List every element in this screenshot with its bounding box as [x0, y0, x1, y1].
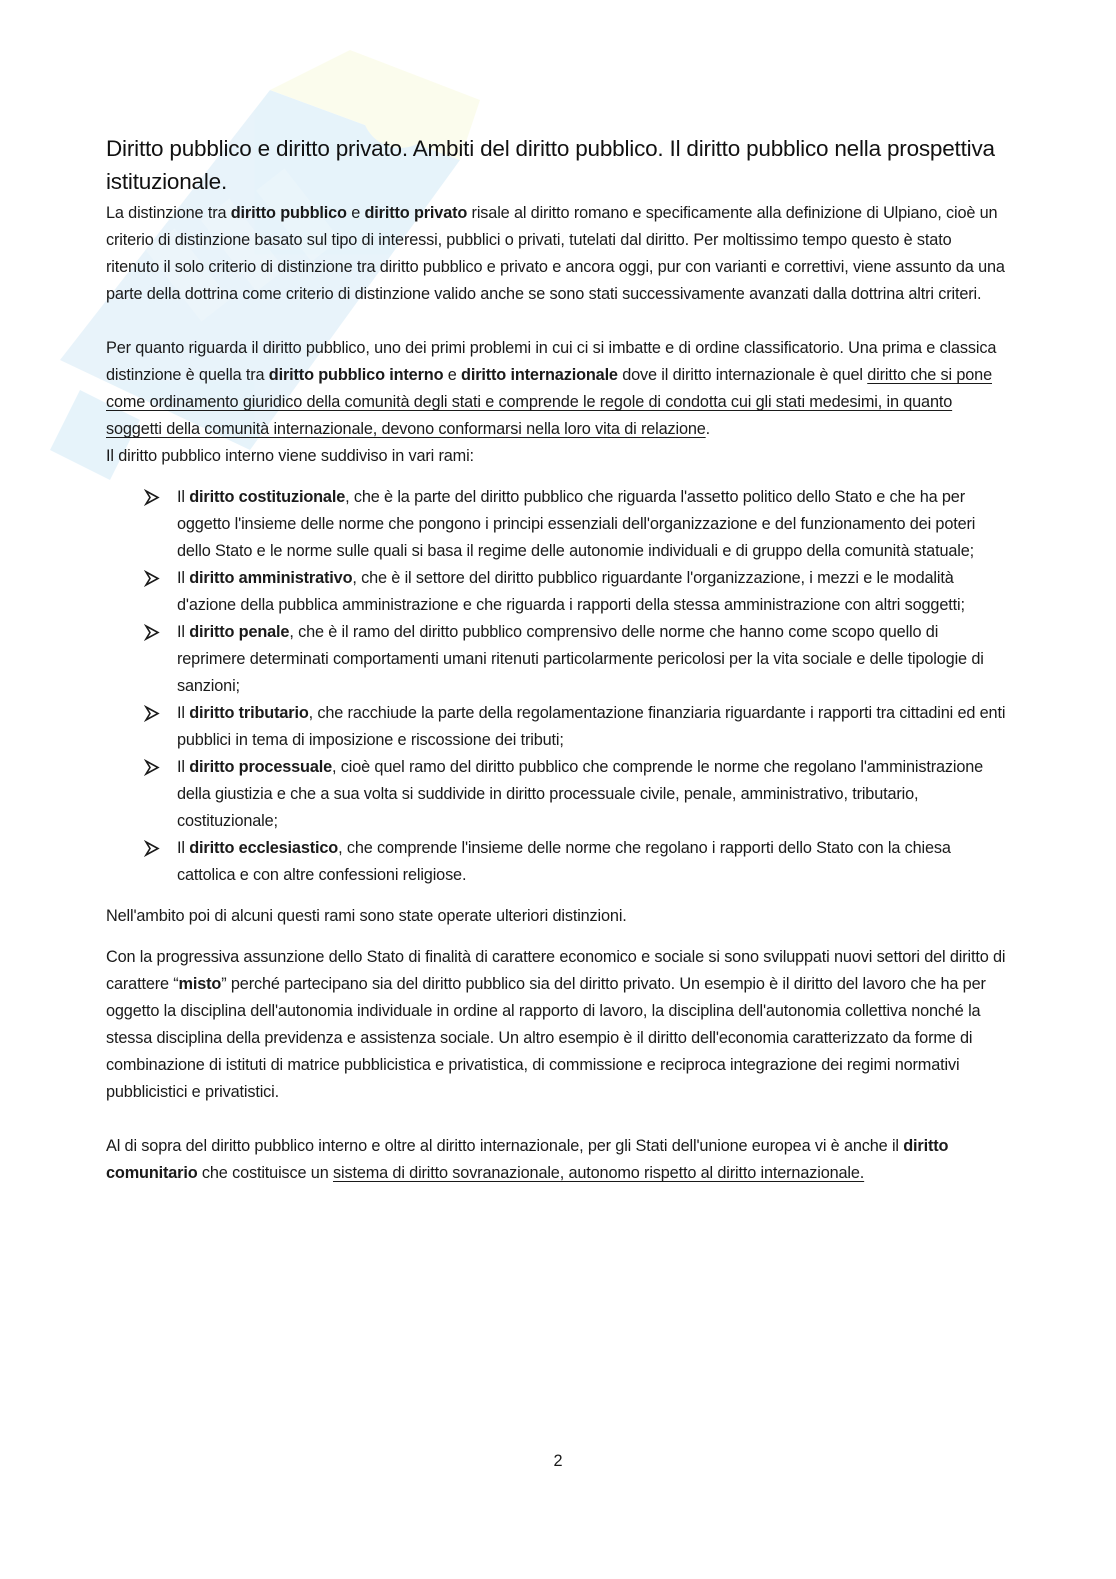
mixed-law-paragraph [106, 944, 1006, 1106]
branch-name: diritto costituzionale [189, 488, 346, 506]
list-item [106, 484, 1006, 565]
arrowhead-bullet-icon [144, 619, 160, 646]
page-number: 2 [553, 1452, 563, 1470]
page-title: Diritto pubblico e diritto privato. Ambiti del diritto pubblico. Il diritto pubblico nella prospettiva istituzionale. [106, 136, 995, 194]
branch-text: , cioè quel ramo del diritto pubblico che comprende le norme che regolano l'amministrazione della giustizia e che a sua volta si suddivide in diritto processuale civile, penale, amministrativo, tributario, costituzionale; [177, 758, 984, 830]
list-item [106, 619, 1006, 700]
community-law-paragraph [106, 1133, 1006, 1187]
public-law-paragraph [106, 335, 1006, 443]
list-item [106, 835, 1006, 889]
community-underline: sistema di diritto sovranazionale, autonomo rispetto al diritto internazionale. [333, 1164, 865, 1182]
public-law-bold-1: diritto pubblico interno [268, 366, 444, 384]
branches-intro: Il diritto pubblico interno viene suddiviso in vari rami: [106, 447, 474, 465]
list-item [106, 754, 1006, 835]
branch-pre: Il [177, 758, 190, 776]
list-item [106, 565, 1006, 619]
branch-pre: Il [177, 488, 190, 506]
further-paragraph: Nell'ambito poi di alcuni questi rami sono state operate ulteriori distinzioni. [106, 907, 627, 925]
branch-text: , che comprende l'insieme delle norme che regolano i rapporti dello Stato con la chiesa cattolica e con altre confessioni religiose. [177, 839, 951, 884]
branch-name: diritto penale [189, 623, 290, 641]
arrowhead-bullet-icon [144, 484, 160, 511]
branch-pre: Il [177, 569, 190, 587]
mixed-text-2: ” perché partecipano sia del diritto pubblico sia del diritto privato. Un esempio è il diritto del lavoro che ha per oggetto la disciplina dell'autonomia individuale in ordine al rapporto di lavoro, la disciplina dell'autonomia collettiva nonché la stessa disciplina della previdenza e assistenza sociale. Un altro esempio è il diritto dell'economia caratterizzato da forme di combinazione di istituti di matrice pubblicistica e privatistica, di commissione e reciproca integrazione dei regimi normativi pubblicistici e privatistici. [106, 975, 986, 1101]
branch-text: , che è il settore del diritto pubblico riguardante l'organizzazione, i mezzi e le modalità d'azione della pubblica amministrazione e che riguarda i rapporti della stessa amministrazione con altri soggetti; [177, 569, 965, 614]
branch-text: , che è la parte del diritto pubblico che riguarda l'assetto politico dello Stato e che ha per oggetto l'insieme delle norme che pongono i principi essenziali dell'organizzazione e del funzionamento dei poteri dello Stato e le norme sulle quali si basa il regime delle autonomie individuali e di gruppo della comunità statuale; [177, 488, 976, 560]
list-item [106, 700, 1006, 754]
intro-text-1: La distinzione tra [106, 204, 231, 222]
branch-text: , che racchiude la parte della regolamentazione finanziaria riguardante i rapporti tra cittadini ed enti pubblici in tema di imposizione e riscossione dei tributi; [177, 704, 1006, 749]
branch-text: , che è il ramo del diritto pubblico comprensivo delle norme che hanno come scopo quello di reprimere determinati comportamenti umani ritenuti particolarmente pericolosi per la vita sociale e delle tipologie di sanzioni; [177, 623, 984, 695]
public-law-text-2: e [443, 366, 462, 384]
arrowhead-bullet-icon [144, 754, 160, 781]
community-text-1: Al di sopra del diritto pubblico interno e oltre al diritto internazionale, per gli Stati dell'unione europea vi è anche il [106, 1137, 904, 1155]
branch-pre: Il [177, 839, 190, 857]
public-law-underline: diritto che si pone come ordinamento giuridico della comunità degli stati e comprende le regole di condotta cui gli stati medesimi, in quanto soggetti della comunità internazionale, devono conformarsi nella loro vita di relazione [106, 366, 992, 438]
intro-text-3: risale al diritto romano e specificamente alla definizione di Ulpiano, cioè un criterio di distinzione basato sul tipo di interessi, pubblici o privati, tutelati dal diritto. Per moltissimo tempo questo è stato ritenuto il solo criterio di distinzione tra diritto pubblico e privato e ancora oggi, pur con varianti e correttivi, viene assunto da una parte della dottrina come criterio di distinzione valido anche se sono stati successivamente avanzati dalla dottrina altri criteri. [106, 204, 1005, 303]
branch-name: diritto ecclesiastico [189, 839, 339, 857]
community-text-2: che costituisce un [197, 1164, 333, 1182]
intro-paragraph [106, 200, 1006, 308]
arrowhead-bullet-icon [144, 565, 160, 592]
branch-name: diritto processuale [189, 758, 333, 776]
mixed-bold-1: misto [178, 975, 222, 993]
intro-bold-2: diritto privato [364, 204, 468, 222]
document-page [106, 132, 1006, 1187]
branch-name: diritto amministrativo [189, 569, 353, 587]
public-law-text-4: . [705, 420, 711, 438]
branch-pre: Il [177, 704, 190, 722]
arrowhead-bullet-icon [144, 700, 160, 727]
public-law-text-1: Per quanto riguarda il diritto pubblico, uno dei primi problemi in cui ci si imbatte e di ordine classificatorio. Una prima e classica distinzione è quella tra [106, 339, 997, 384]
mixed-text-1: Con la progressiva assunzione dello Stato di finalità di carattere economico e sociale si sono sviluppati nuovi settori del diritto di carattere “ [106, 948, 1006, 993]
public-law-text-3: dove il diritto internazionale è quel [617, 366, 868, 384]
public-law-bold-2: diritto internazionale [461, 366, 618, 384]
intro-text-2: e [346, 204, 365, 222]
intro-bold-1: diritto pubblico [230, 204, 347, 222]
arrowhead-bullet-icon [144, 835, 160, 862]
community-bold-1: diritto comunitario [106, 1137, 949, 1182]
branches-list [106, 484, 1006, 889]
branch-name: diritto tributario [189, 704, 309, 722]
branch-pre: Il [177, 623, 190, 641]
